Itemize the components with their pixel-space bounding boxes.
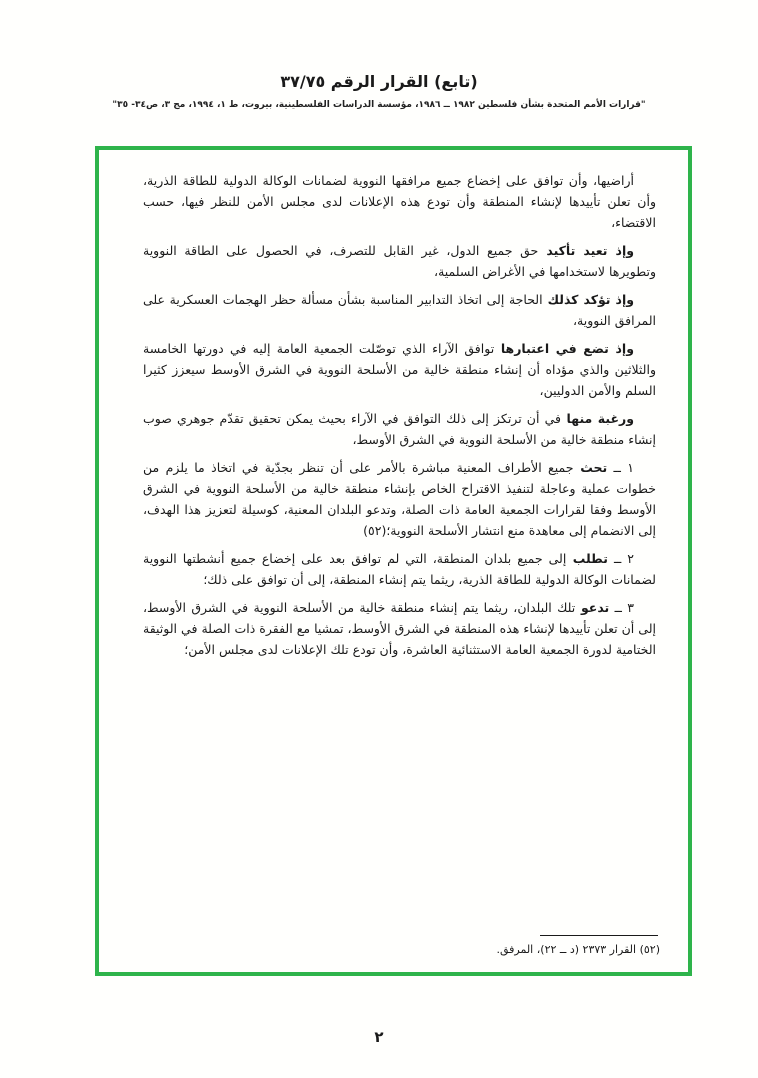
paragraph-text: إلى جميع بلدان المنطقة، التي لم توافق بعد على إخضاع جميع أنشطتها النووية لضمانات الوكالة الدولية للطاقة الذرية، ريثما يتم إنشاء المنطقة، إلى أن توافق على ذلك؛: [143, 551, 656, 587]
document-frame: [95, 146, 692, 976]
page-number: ٢: [374, 1028, 384, 1046]
paragraph-lead: وإذ تعيد تأكيد: [538, 243, 634, 258]
paragraph-text: تلك البلدان، ريثما يتم إنشاء منطقة خالية من الأسلحة النووية في الشرق الأوسط، إلى أن تعلن تأييدها لإنشاء هذه المنطقة في الشرق الأوسط، تمشيا مع الفقرة ذات الصلة في الوثيقة الختامية لدورة الجمعية العامة الاستثنائية العاشرة، وأن تودع تلك الإعلانات لدى مجلس الأمن؛: [143, 600, 656, 657]
paragraph: [143, 408, 656, 450]
paragraph-number: ١ ــ: [607, 460, 634, 475]
resolution-title: (تابع) القرار الرقم ٣٧/٧٥: [280, 72, 478, 91]
paragraph-lead: تدعو: [575, 600, 610, 615]
paragraph: [143, 240, 656, 282]
paragraph: [143, 597, 656, 660]
paragraph: [143, 548, 656, 590]
paragraph-lead: ورغبة منها: [561, 411, 634, 426]
paragraph-text: أراضيها، وأن توافق على إخضاع جميع مرافقها النووية لضمانات الوكالة الدولية للطاقة الذرية، وأن تعلن تأييدها لإنشاء المنطقة وأن تودع هذه الإعلانات لدى مجلس الأمن للنظر فيها، حسب الاقتضاء،: [143, 173, 656, 230]
footnote-text: (٥٢) القرار ٢٣٧٣ (د ــ ٢٢)، المرفق.: [496, 943, 660, 956]
paragraph-text: جميع الأطراف المعنية مباشرة بالأمر على أن تنظر بجدّية في اتخاذ ما يلزم من خطوات عملية وعاجلة لتنفيذ الاقتراح الخاص بإنشاء منطقة خالية من الأسلحة النووية في الشرق الأوسط وفقا لقرارات الجمعية العامة ذات الصلة، وتدعو البلدان المعنية، كوسيلة لتعزيز هذا الهدف، إلى الانضمام إلى معاهدة منع انتشار الأسلحة النووية؛(٥٢): [143, 460, 656, 538]
paragraph: [143, 289, 656, 331]
source-citation: "قرارات الأمم المتحدة بشأن فلسطين ١٩٨٢ ــ ١٩٨٦، مؤسسة الدراسات الفلسطينية، بيروت، ط ١، ١٩٩٤، مج ٣، ص٣٤- ٣٥": [112, 100, 646, 110]
paragraph-lead: وإذ تؤكد كذلك: [542, 292, 634, 307]
document-header: [0, 72, 758, 110]
paragraph-lead: وإذ تضع في اعتبارها: [494, 341, 634, 356]
paragraph-text: حق جميع الدول، غير القابل للتصرف، في الحصول على الطاقة النووية وتطويرها لاستخدامها في الأغراض السلمية،: [143, 243, 656, 279]
paragraph: [143, 170, 656, 233]
paragraph-text: في أن ترتكز إلى ذلك التوافق في الآراء بحيث يمكن تحقيق تقدّم جوهري صوب إنشاء منطقة خالية من الأسلحة النووية في الشرق الأوسط،: [143, 411, 656, 447]
footnote-divider: [540, 935, 658, 936]
document-body: [143, 170, 656, 667]
paragraph-lead: تطلب: [566, 551, 608, 566]
paragraph-text: الحاجة إلى اتخاذ التدابير المناسبة بشأن مسألة حظر الهجمات العسكرية على المرافق النووية،: [143, 292, 656, 328]
paragraph: [143, 338, 656, 401]
paragraph-text: توافق الآراء الذي توصّلت الجمعية العامة إليه في دورتها الخامسة والثلاثين والذي مؤداه أن إنشاء منطقة خالية من الأسلحة النووية في الشرق الأوسط سيعزز كثيرا السلم والأمن الدوليين،: [143, 341, 656, 398]
paragraph: [143, 457, 656, 541]
paragraph-lead: تحث: [573, 460, 608, 475]
paragraph-number: ٢ ــ: [607, 551, 634, 566]
footnote-area: [143, 935, 660, 956]
paragraph-number: ٣ ــ: [609, 600, 634, 615]
